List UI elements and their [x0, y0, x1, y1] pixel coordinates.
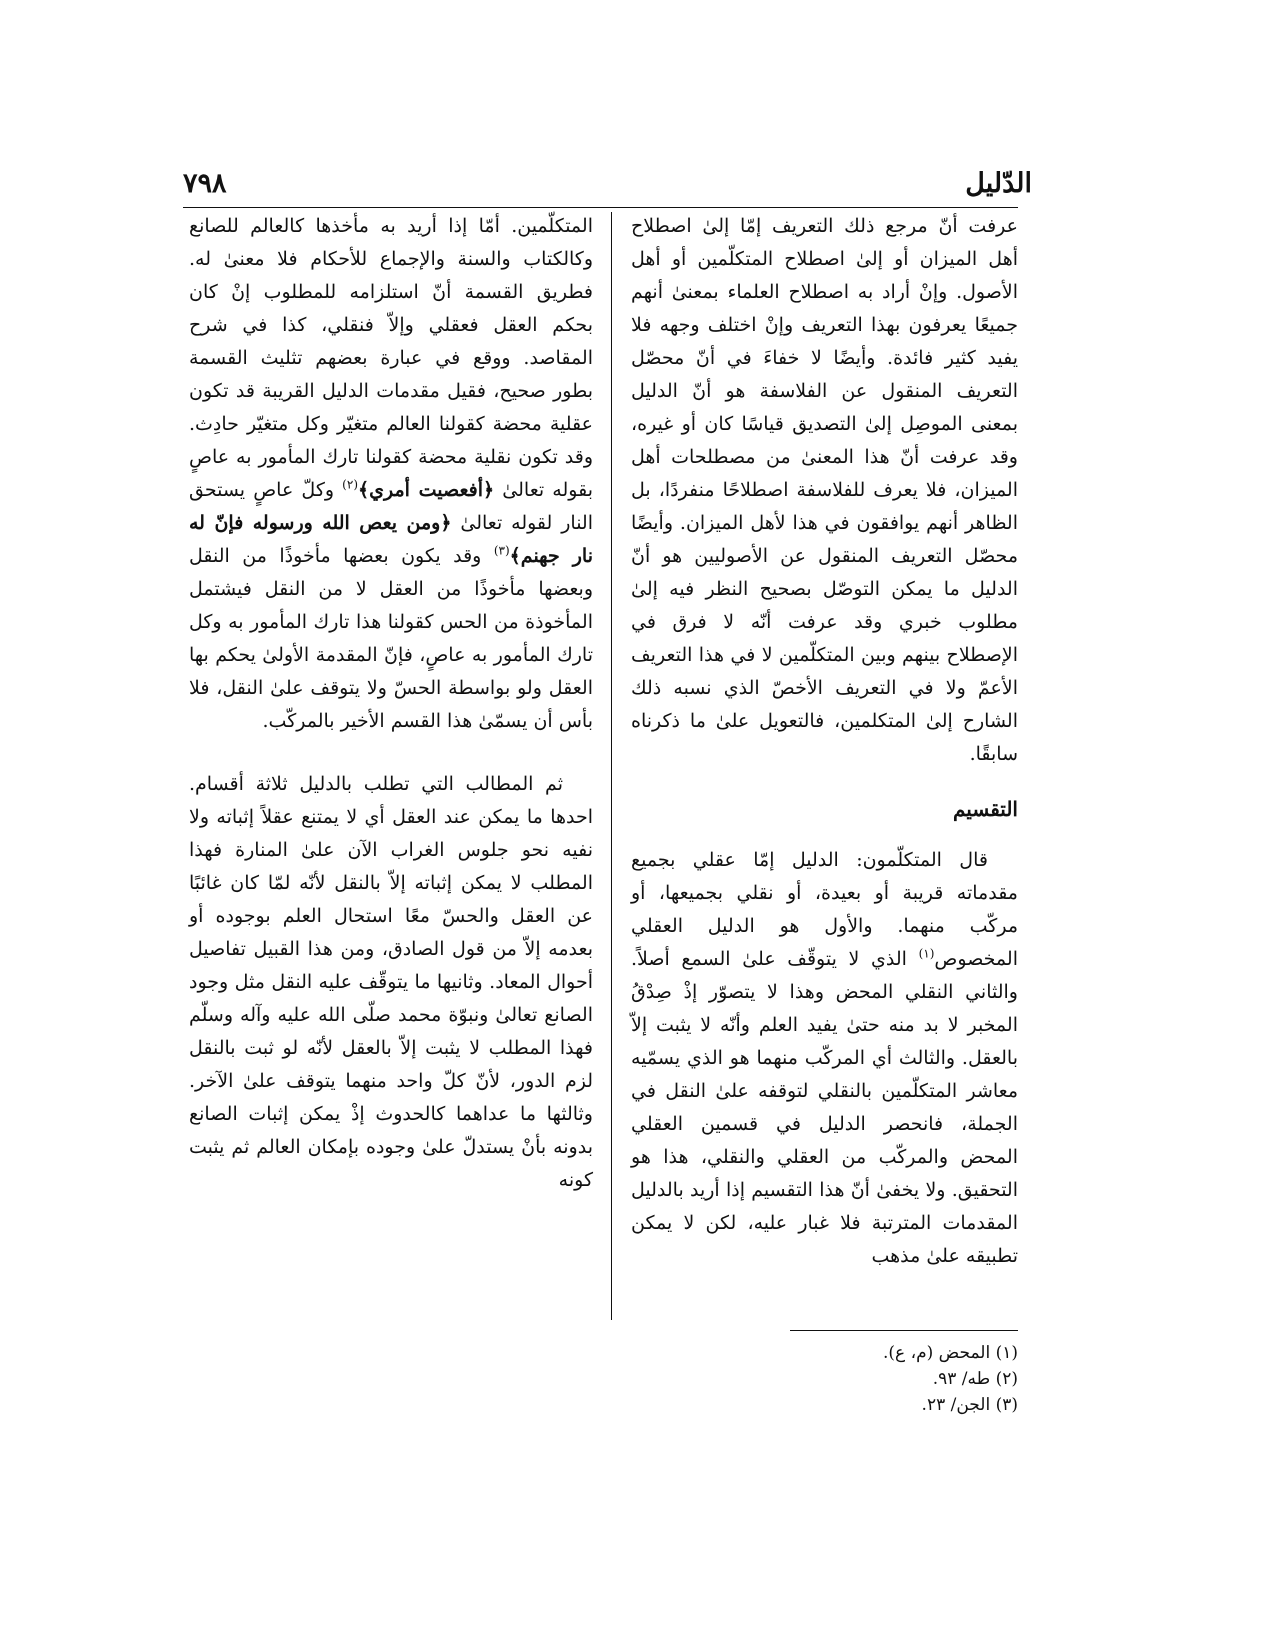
page-number: ٧٩٨	[183, 168, 227, 199]
left-paragraph-1	[189, 210, 593, 738]
right-paragraph-2	[631, 844, 1018, 1273]
section-heading: التقسيم	[953, 797, 1018, 821]
right-paragraph-2-text-b: الذي لا يتوقّف علىٰ السمع أصلاً. والثاني النقلي المحض وهذا لا يتصوّر إذْ صِدْقُ المخبر لا بد منه حتىٰ يفيد العلم وأنّه لا يثبت إلاّ بالعقل. والثالث أي المركّب منهما هو الذي يسمّيه معاشر المتكلّمين بالنقلي لتوقفه علىٰ النقل في الجملة، فانحصر الدليل في قسمين العقلي المحض والمركّب من العقلي والنقلي، هذا هو التحقيق. ولا يخفىٰ أنّ هذا التقسيم إذا أريد بالدليل المقدمات المترتبة فلا غبار عليه، لكن لا يمكن تطبيقه علىٰ مذهب	[631, 948, 1018, 1267]
column-divider	[611, 212, 612, 1320]
footnotes	[638, 1340, 1018, 1418]
quran-quote-2: ﴿ومن يعص الله ورسوله فإنّ له نار جهنم﴾	[189, 512, 593, 567]
left-paragraph-2: ثم المطالب التي تطلب بالدليل ثلاثة أقسام. احدها ما يمكن عند العقل أي لا يمتنع عقلاً إثباته ولا نفيه نحو جلوس الغراب الآن علىٰ المنارة فهذا المطلب لا يمكن إثباته إلاّ بالنقل لأنّه لمّا كان غائبًا عن العقل والحسّ معًا استحال العلم بوجوده أو بعدمه إلاّ من قول الصادق، ومن هذا القبيل تفاصيل أحوال المعاد. وثانيها ما يتوقّف عليه النقل مثل وجود الصانع تعالىٰ ونبوّة محمد صلّى الله عليه وآله وسلّم فهذا المطلب لا يثبت إلاّ بالعقل لأنّه لو ثبت بالنقل لزم الدور، لأنّ كلّ واحد منهما يتوقف علىٰ الآخر. وثالثها ما عداهما كالحدوث إذْ يمكن إثبات الصانع بدونه بأنْ يستدلّ علىٰ وجوده بإمكان العالم ثم يثبت كونه	[189, 773, 593, 1191]
footnote-ref-1: (١)	[918, 946, 935, 961]
footnote-2: (٢) طه/ ٩٣.	[932, 1369, 1018, 1389]
footnote-1: (١) المحض (م، ع).	[883, 1343, 1018, 1363]
left-paragraph-1-text-b: وكلّ عاصٍ يستحق النار لقوله تعالىٰ	[189, 479, 593, 534]
header-rule	[183, 207, 1018, 208]
quran-quote-1: ﴿أفعصيت أمري﴾	[358, 479, 495, 501]
left-column	[189, 210, 593, 1197]
right-column	[631, 210, 1018, 1273]
footnote-ref-3: (٣)	[493, 543, 510, 558]
right-paragraph-2-text-a: قال المتكلّمون: الدليل إمّا عقلي بجميع مقدماته قريبة أو بعيدة، أو نقلي بجميعها، أو مركّب منهما. والأول هو الدليل العقلي المخصوص	[631, 849, 1018, 970]
left-paragraph-1-text-c: وقد يكون بعضها مأخوذًا من النقل وبعضها مأخوذًا من العقل لا من النقل فيشتمل المأخوذة من الحس كقولنا هذا تارك المأمور به وكل تارك المأمور به عاصٍ، فإنّ المقدمة الأولىٰ يحكم بها العقل ولو بواسطة الحسّ ولا يتوقف علىٰ النقل، فلا بأس أن يسمّىٰ هذا القسم الأخير بالمركّب.	[189, 545, 593, 732]
right-paragraph-1: عرفت أنّ مرجع ذلك التعريف إمّا إلىٰ اصطلاح أهل الميزان أو إلىٰ اصطلاح المتكلّمين أو أهل الأصول. وإنْ أراد به اصطلاح العلماء بمعنىٰ أنهم جميعًا يعرفون بهذا التعريف وإنْ اختلف وجهه فلا يفيد كثير فائدة. وأيضًا لا خفاءَ في أنّ محصّل التعريف المنقول عن الفلاسفة هو أنّ الدليل بمعنى الموصِل إلىٰ التصديق قياسًا كان أو غيره، وقد عرفت أنّ هذا المعنىٰ من مصطلحات أهل الميزان، فلا يعرف للفلاسفة اصطلاحًا منفردًا، بل الظاهر أنهم يوافقون في هذا لأهل الميزان. وأيضًا محصّل التعريف المنقول عن الأصوليين هو أنّ الدليل ما يمكن التوصّل بصحيح النظر فيه إلىٰ مطلوب خبري وقد عرفت أنّه لا فرق في الإصطلاح بينهم وبين المتكلّمين لا في هذا التعريف الأعمّ ولا في التعريف الأخصّ الذي نسبه ذلك الشارح إلىٰ المتكلمين، فالتعويل علىٰ ما ذكرناه سابقًا.	[631, 215, 1018, 765]
footnote-3: (٣) الجن/ ٢٣.	[921, 1395, 1018, 1415]
footnote-rule	[790, 1330, 1018, 1331]
running-header-title: الدّليل	[965, 168, 1032, 199]
footnote-ref-2: (٢)	[342, 477, 358, 492]
left-paragraph-1-text-a: المتكلّمين. أمّا إذا أريد به مأخذها كالعالم للصانع وكالكتاب والسنة والإجماع للأحكام فلا معنىٰ له. فطريق القسمة أنّ استلزامه للمطلوب إنْ كان بحكم العقل فعقلي وإلاّ فنقلي، كذا في شرح المقاصد. ووقع في عبارة بعضهم تثليث القسمة بطور صحيح، فقيل مقدمات الدليل القريبة قد تكون عقلية محضة كقولنا العالم متغيّر وكل متغيّر حادِث. وقد تكون نقلية محضة كقولنا تارك المأمور به عاصٍ بقوله تعالىٰ	[189, 215, 593, 501]
